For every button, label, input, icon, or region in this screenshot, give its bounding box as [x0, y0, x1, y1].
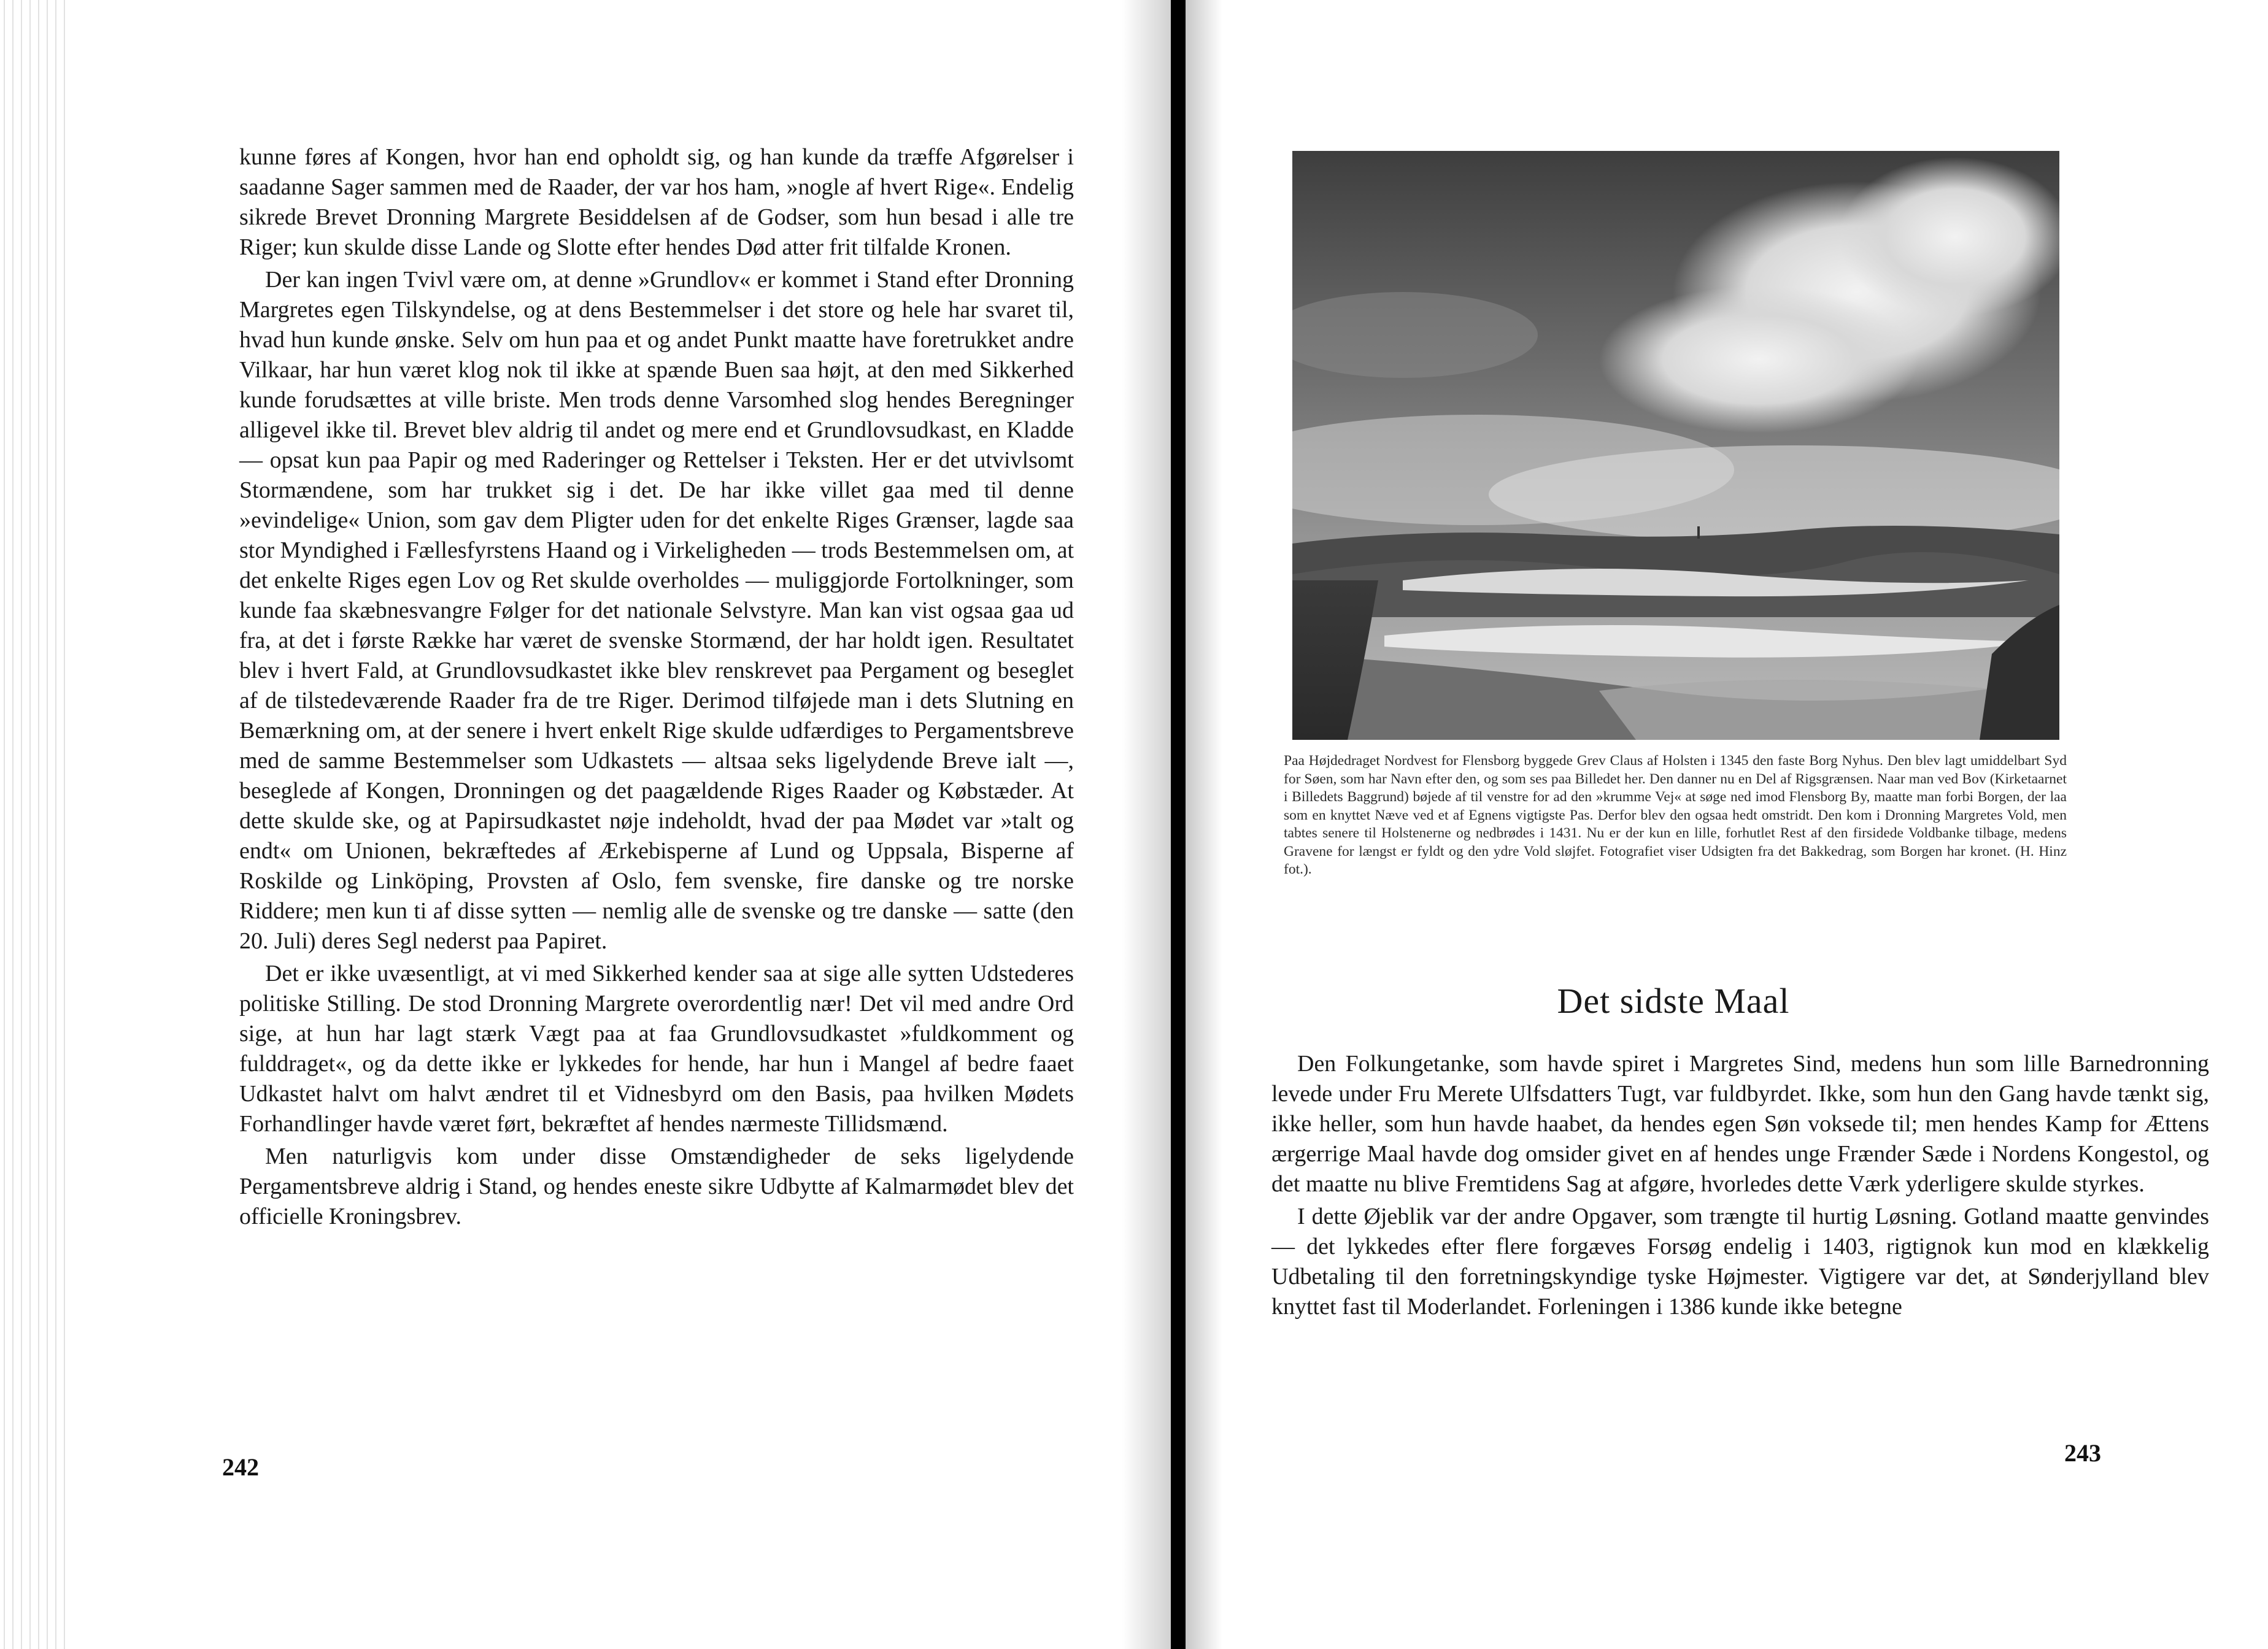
photo-caption: Paa Højdedraget Nordvest for Flensborg byggede Grev Claus af Holsten i 1345 den faste Borg Nyhus. Den blev lagt umiddelbart Syd for Søen, som har Navn efter den, og som ses paa Billedet her. Den danner nu en Del af Rigsgrænsen. Naar man ved Bov (Kirketaarnet i Billedets Baggrund) bøjede af til venstre for ad den »krumme Vej« at søge ned imod Flensborg By, maatte man forbi Borgen, der laa som en knyttet Næve ved et af Egnens vigtigste Pas. Derfor blev den ogsaa hedt omstridt. Den kom i Dronning Margretes Vold, men tabtes senere til Holstenerne og nedbrødes i 1431. Nu er der kun en lille, forhutlet Rest af den firsidede Voldbanke tilbage, medens Gravene for længst er fyldt og den ydre Vold sløjfet. Fotografiet viser Udsigten fra det Bakkedrag, som Borgen har kronet. (H. Hinz fot.).	[1284, 753, 2067, 877]
paragraph: Den Folkungetanke, som havde spiret i Margretes Sind, medens hun som lille Barnedronning levede under Fru Merete Ulfsdatters Tugt, var fuldbyrdet. Ikke, som hun den Gang havde tænkt sig, ikke heller, som hun havde haabet, da hendes egen Søn voksede til; men hendes Kamp for Ættens ærgerrige Maal havde dog omsider givet en af hendes unge Frænder Sæde i Nordens Kongestol, og det maatte nu blive Fremtidens Sag at afgøre, hvorledes dette Værk yderligere skulde styrkes.	[1271, 1051, 2209, 1197]
gutter-shadow	[1122, 0, 1171, 1649]
page-number: 243	[2064, 1439, 2101, 1467]
paragraph: Det er ikke uvæsentligt, at vi med Sikkerhed kender saa at sige alle sytten Udstederes politiske Stilling. De stod Dronning Margrete overordentlig nær! Det vil med andre Ord sige, at hun har lagt stærk Vægt paa at faa Grundlovsudkastet »fuldkomment og fulddraget«, og da dette ikke er lykkedes for hende, har hun i Mangel af bedre faaet Udkastet halvt om halvt ændret til et Vidnesbyrd om den Basis, paa hvilken Mødets Forhandlinger havde været ført, bekræftet af hendes nærmeste Tillidsmænd.	[239, 961, 1074, 1137]
paragraph: Men naturligvis kom under disse Omstændigheder de seks ligelydende Pergamentsbreve aldrig i Stand, og hendes eneste sikre Udbytte af Kalmarmødet blev det officielle Kroningsbrev.	[239, 1144, 1074, 1229]
right-body-text	[1271, 1049, 2209, 1322]
page-number: 242	[222, 1453, 259, 1481]
paragraph: Der kan ingen Tvivl være om, at denne »Grundlov« er kommet i Stand efter Dronning Margretes egen Tilskyndelse, og at dens Bestemmelser i det store og hele har svaret til, hvad hun kunde ønske. Selv om hun paa et og andet Punkt maatte have foretrukket andre Vilkaar, har hun været klog nok til ikke at spænde Buen saa højt, at den med Sikkerhed kunde forudsættes at ville briste. Men trods denne Varsomhed slog hendes Beregninger alligevel ikke til. Brevet blev aldrig til andet og mere end et Grundlovsudkast, en Kladde — opsat kun paa Papir og med Raderinger og Rettelser i Teksten. Her er det utvivlsomt Stormændene, som har trukket sig i det. De har ikke villet gaa med til denne »evindelige« Union, som gav dem Pligter uden for det enkelte Riges Grænser, lagde saa stor Myndighed i Fællesfyrstens Haand og i Virkeligheden — trods Bestemmelsen om, at det enkelte Riges egen Lov og Ret skulde overholdes — muliggjorde Fortolkninger, som kunde faa skæbnesvangre Følger for det nationale Selvstyre. Man kan vist ogsaa gaa ud fra, at det i første Række har været de svenske Stormænd, der har holdt igen. Resultatet blev i hvert Fald, at Grundlovsudkastet ikke blev renskrevet paa Pergament og beseglet af de tilstedeværende Raader fra de tre Riger. Derimod tilføjede man i dets Slutning en Bemærkning om, at der senere i hvert enkelt Rige skulde udfærdiges to Pergamentsbreve med de samme Bestemmelser som Udkastets — altsaa seks ligelydende Breve ialt —, beseglede af Kongen, Dronningen og det paagældende Riges Raader og Købstæder. At dette skulde ske, og at Papirsudkastet nøje indeholdt, hvad der paa Mødet var »talt og endt« om Unionen, bekræftedes af Ærkebisperne af Lund og Uppsala, Bisperne af Roskilde og Linköping, Provsten af Oslo, fem svenske, fire danske og tre norske Riddere; men kun ti af disse sytten — nemlig alle de svenske og tre danske — satte (den 20. Juli) deres Segl nederst paa Papiret.	[239, 267, 1074, 954]
paragraph: I dette Øjeblik var der andre Opgaver, som trængte til hurtig Løsning. Gotland maatte genvindes — det lykkedes efter flere forgæves Forsøg endelig i 1403, rigtignok kun mod en klækkelig Udbetaling til den forretningskyndige tyske Højmester. Vigtigere var det, at Sønderjylland blev knyttet fast til Moderlandet. Forleningen i 1386 kunde ikke betegne	[1271, 1204, 2209, 1320]
page-edges	[0, 0, 68, 1649]
landscape-photo	[1292, 151, 2059, 740]
left-body-text	[239, 142, 1074, 1232]
chapter-title: Det sidste Maal	[1557, 981, 1790, 1021]
paragraph: kunne føres af Kongen, hvor han end opholdt sig, og han kunde da træffe Afgørelser i saadanne Sager sammen med de Raader, der var hos ham, »nogle af hvert Rige«. Endelig sikrede Brevet Dronning Margrete Besiddelsen af de Godser, som hun besad i alle tre Riger; kun skulde disse Lande og Slotte efter hendes Død atter frit tilfalde Kronen.	[239, 144, 1074, 260]
right-page	[1186, 0, 2268, 1649]
gutter-shadow	[1186, 0, 1222, 1649]
